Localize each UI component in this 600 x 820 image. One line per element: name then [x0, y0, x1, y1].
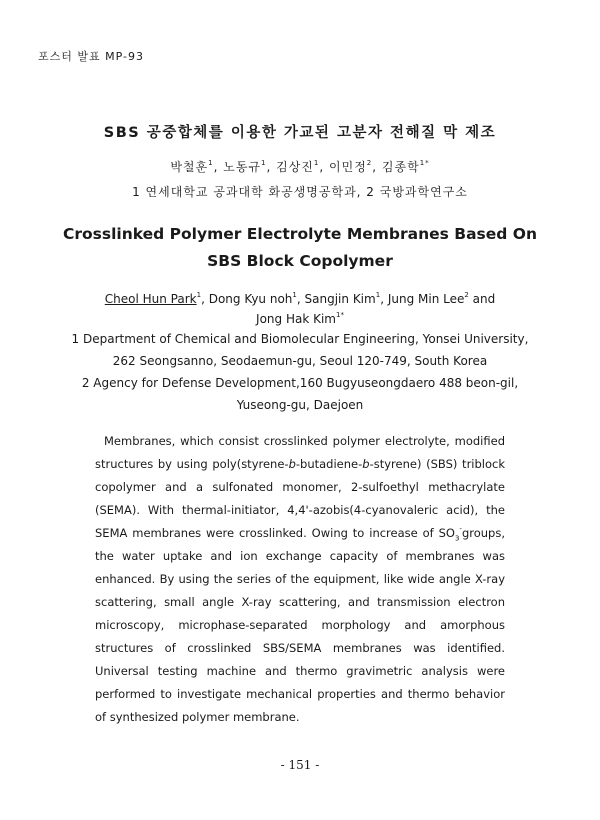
author-name: Jung Min Lee: [387, 292, 465, 306]
author-name: 김상진: [276, 160, 314, 174]
abstract-text: groups, the water uptake and ion exchange capacity of membranes was enhanced. By using the series of the equipment, like wide angle X-ray scattering, small angle X-ray scattering, and transmission electron microscopy, microphase-separated morphology and amorphous structures of crosslinked SBS/SEMA membranes was identified. Universal testing machine and thermo gravimetric analysis were performed to investigate mechanical properties and thermo behavior of synthesized polymer membrane.: [95, 526, 505, 724]
page-number: - 151 -: [280, 758, 320, 772]
author-sup: 1: [292, 291, 297, 299]
korean-title: SBS 공중합체를 이용한 가교된 고분자 전해질 막 제조: [103, 125, 497, 141]
author-sup: 1: [261, 159, 267, 167]
korean-affiliation: 1 연세대학교 공과대학 화공생명공학과, 2 국방과학연구소: [132, 185, 468, 199]
abstract-text: -butadiene-: [295, 457, 363, 471]
author-sup: 1: [375, 291, 381, 299]
affiliation-line: Yuseong-gu, Daejoen: [236, 398, 364, 412]
author-sup: 1*: [335, 311, 344, 319]
author-sup: 1: [313, 159, 320, 167]
affiliation-line: 2 Agency for Defense Development,160 Bugyuseongdaero 488 beon-gil,: [81, 376, 519, 390]
author-name: 노동규: [223, 160, 262, 174]
author-name: 박철훈: [170, 160, 209, 174]
affiliation-line: 1 Department of Chemical and Biomolecular Engineering, Yonsei University,: [71, 332, 529, 346]
abstract-italic: b: [288, 457, 296, 471]
author-name: 김종학: [381, 160, 420, 174]
affiliation-line: 262 Seongsanno, Seodaemun-gu, Seoul 120-749, South Korea: [112, 354, 488, 368]
author-sup: 2: [464, 291, 469, 299]
author-sup: 1: [196, 291, 202, 299]
abstract-superscript: -: [459, 525, 462, 534]
abstract-body: [95, 430, 505, 729]
presenter-name: Cheol Hun Park: [104, 292, 197, 306]
english-authors: Cheol Hun Park$^1$, Dong Kyu noh$^1$, Sangjin Kim$^1$, Jung Min Lee$^2$ and Jong Hak Kim$^{1*}$: [104, 291, 496, 326]
abstract-text: Membranes, which consist crosslinked polymer electrolyte, modified structures by using poly(styrene-: [95, 434, 505, 471]
abstract-italic: b: [362, 457, 370, 471]
author-name: Sangjin Kim: [304, 292, 376, 306]
english-title: Crosslinked Polymer Electrolyte Membranes Based On SBS Block Copolymer: [62, 225, 537, 270]
author-sup: 1*: [419, 159, 430, 167]
author-sup: 2: [366, 159, 373, 167]
author-name: 이민정: [329, 160, 367, 174]
author-name: Dong Kyu noh: [208, 292, 293, 306]
poster-label: 포스터 발표 MP-93: [38, 50, 144, 63]
abstract-text: -styrene) (SBS) triblock copolymer and a sulfonated monomer, 2-sulfoethyl methacrylate (SEMA). With thermal-initiator, 4,4'-azobis(4-cyanovaleric acid), the SEMA membranes were crosslinked. Owing to increase of SO: [95, 457, 506, 540]
korean-authors: 박철훈$^1$, 노동규$^1$, 김상진$^1$, 이민정$^2$, 김종학$^{1*}$: [170, 159, 430, 174]
author-name: Jong Hak Kim: [256, 312, 336, 326]
abstract-subscript: 3: [454, 534, 460, 543]
author-sup: 1: [208, 159, 214, 167]
